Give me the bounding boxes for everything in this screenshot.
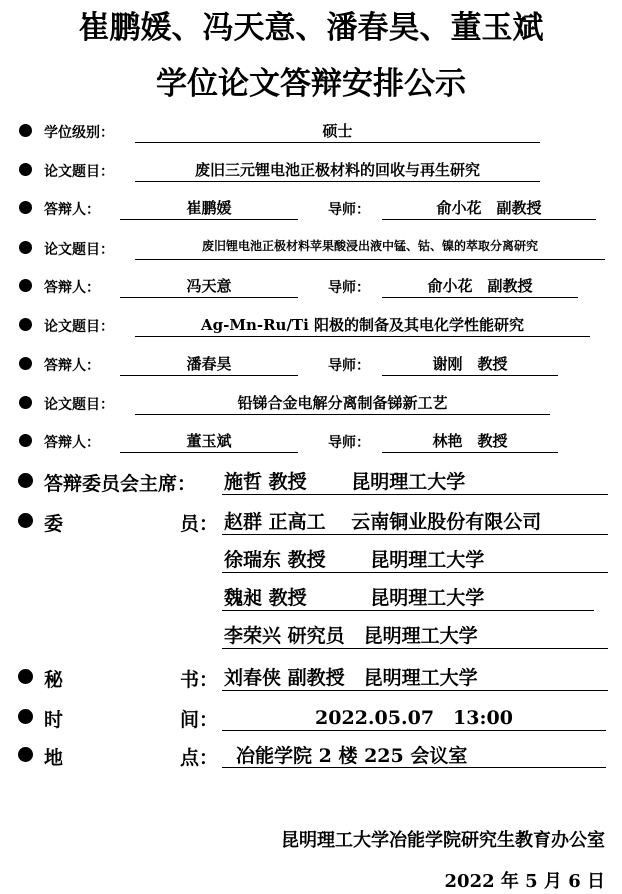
advisor-name: 林艳 教授: [382, 430, 558, 453]
place-label-b: 点：: [180, 747, 219, 769]
thesis-title: Ag-Mn-Ru/Ti 阳极的制备及其电化学性能研究: [135, 314, 590, 337]
advisor-name: 谢刚 教授: [382, 353, 558, 376]
committee-chair-row: [0, 463, 622, 499]
degree-label: 学位级别：: [44, 125, 114, 141]
issuing-office: 昆明理工大学冶能学院研究生教育办公室: [281, 830, 605, 851]
thesis-row: [0, 233, 622, 265]
page-title-line1: 崔鹏媛、冯天意、潘春昊、董玉斌: [78, 10, 544, 46]
committee-chair-value: 施哲 教授 昆明理工大学: [222, 467, 608, 495]
defender-name: 董玉斌: [120, 430, 298, 453]
thesis-label: 论文题目：: [44, 164, 114, 180]
committee-members-label-b: 员：: [180, 513, 219, 535]
issue-date: 2022 年 5 月 6 日: [444, 871, 605, 892]
advisor-label: 导师：: [328, 280, 370, 296]
thesis-title: 废旧锂电池正极材料苹果酸浸出液中锰、钴、镍的萃取分离研究: [135, 237, 605, 260]
bullet-icon: [18, 709, 33, 724]
bullet-icon: [19, 357, 32, 370]
degree-value: 硕士: [135, 120, 540, 143]
thesis-label: 论文题目：: [44, 397, 114, 413]
committee-chair-label: 答辩委员会主席：: [44, 473, 197, 495]
thesis-row: [0, 155, 622, 187]
bullet-icon: [19, 124, 32, 137]
thesis-title: 铅锑合金电解分离制备锑新工艺: [135, 392, 550, 415]
defender-label: 答辩人：: [44, 280, 100, 296]
advisor-label: 导师：: [328, 358, 370, 374]
bullet-icon: [19, 434, 32, 447]
defender-row: [0, 271, 622, 303]
advisor-label: 导师：: [328, 202, 370, 218]
place-label-a: 地: [44, 747, 64, 769]
place-row: [0, 737, 622, 773]
advisor-name: 俞小花 副教授: [382, 275, 578, 298]
committee-member-row: [0, 579, 622, 615]
defender-label: 答辩人：: [44, 435, 100, 451]
degree-row: [0, 116, 622, 148]
defender-label: 答辩人：: [44, 358, 100, 374]
secretary-value: 刘春侠 副教授 昆明理工大学: [222, 663, 608, 691]
bullet-icon: [19, 201, 32, 214]
defender-row: [0, 349, 622, 381]
committee-member-row: [0, 541, 622, 577]
place-value: 冶能学院 2 楼 225 会议室: [222, 741, 606, 768]
defender-row: [0, 193, 622, 225]
defender-name: 潘春昊: [120, 353, 298, 376]
defender-name: 崔鹏媛: [120, 197, 298, 220]
committee-member: 徐瑞东 教授 昆明理工大学: [222, 545, 608, 573]
secretary-row: [0, 659, 622, 695]
bullet-icon: [19, 241, 32, 254]
bullet-icon: [19, 163, 32, 176]
advisor-name: 俞小花 副教授: [382, 197, 596, 220]
time-value: 2022.05.07 13:00: [222, 703, 606, 731]
defender-name: 冯天意: [120, 275, 298, 298]
page-title-line2: 学位论文答辩安排公示: [156, 66, 466, 102]
bullet-icon: [18, 513, 33, 528]
committee-member: 赵群 正高工 云南铜业股份有限公司: [222, 507, 608, 535]
time-label-a: 时: [44, 709, 64, 731]
bullet-icon: [18, 669, 33, 684]
secretary-label-a: 秘: [44, 669, 64, 691]
advisor-label: 导师：: [328, 435, 370, 451]
thesis-row: [0, 310, 622, 342]
thesis-title: 废旧三元锂电池正极材料的回收与再生研究: [135, 159, 540, 182]
bullet-icon: [19, 279, 32, 292]
thesis-row: [0, 388, 622, 420]
defender-row: [0, 426, 622, 458]
committee-members-row: [0, 503, 622, 539]
committee-members-label-a: 委: [44, 513, 64, 535]
time-row: [0, 699, 622, 735]
defender-label: 答辩人：: [44, 202, 100, 218]
bullet-icon: [18, 747, 33, 762]
bullet-icon: [19, 396, 32, 409]
secretary-label-b: 书：: [180, 669, 219, 691]
committee-member: 魏昶 教授 昆明理工大学: [222, 583, 594, 611]
thesis-label: 论文题目：: [44, 242, 114, 258]
thesis-label: 论文题目：: [44, 319, 114, 335]
bullet-icon: [18, 473, 33, 488]
committee-member: 李荣兴 研究员 昆明理工大学: [222, 621, 608, 649]
bullet-icon: [19, 318, 32, 331]
committee-member-row: [0, 617, 622, 653]
time-label-b: 间：: [180, 709, 219, 731]
